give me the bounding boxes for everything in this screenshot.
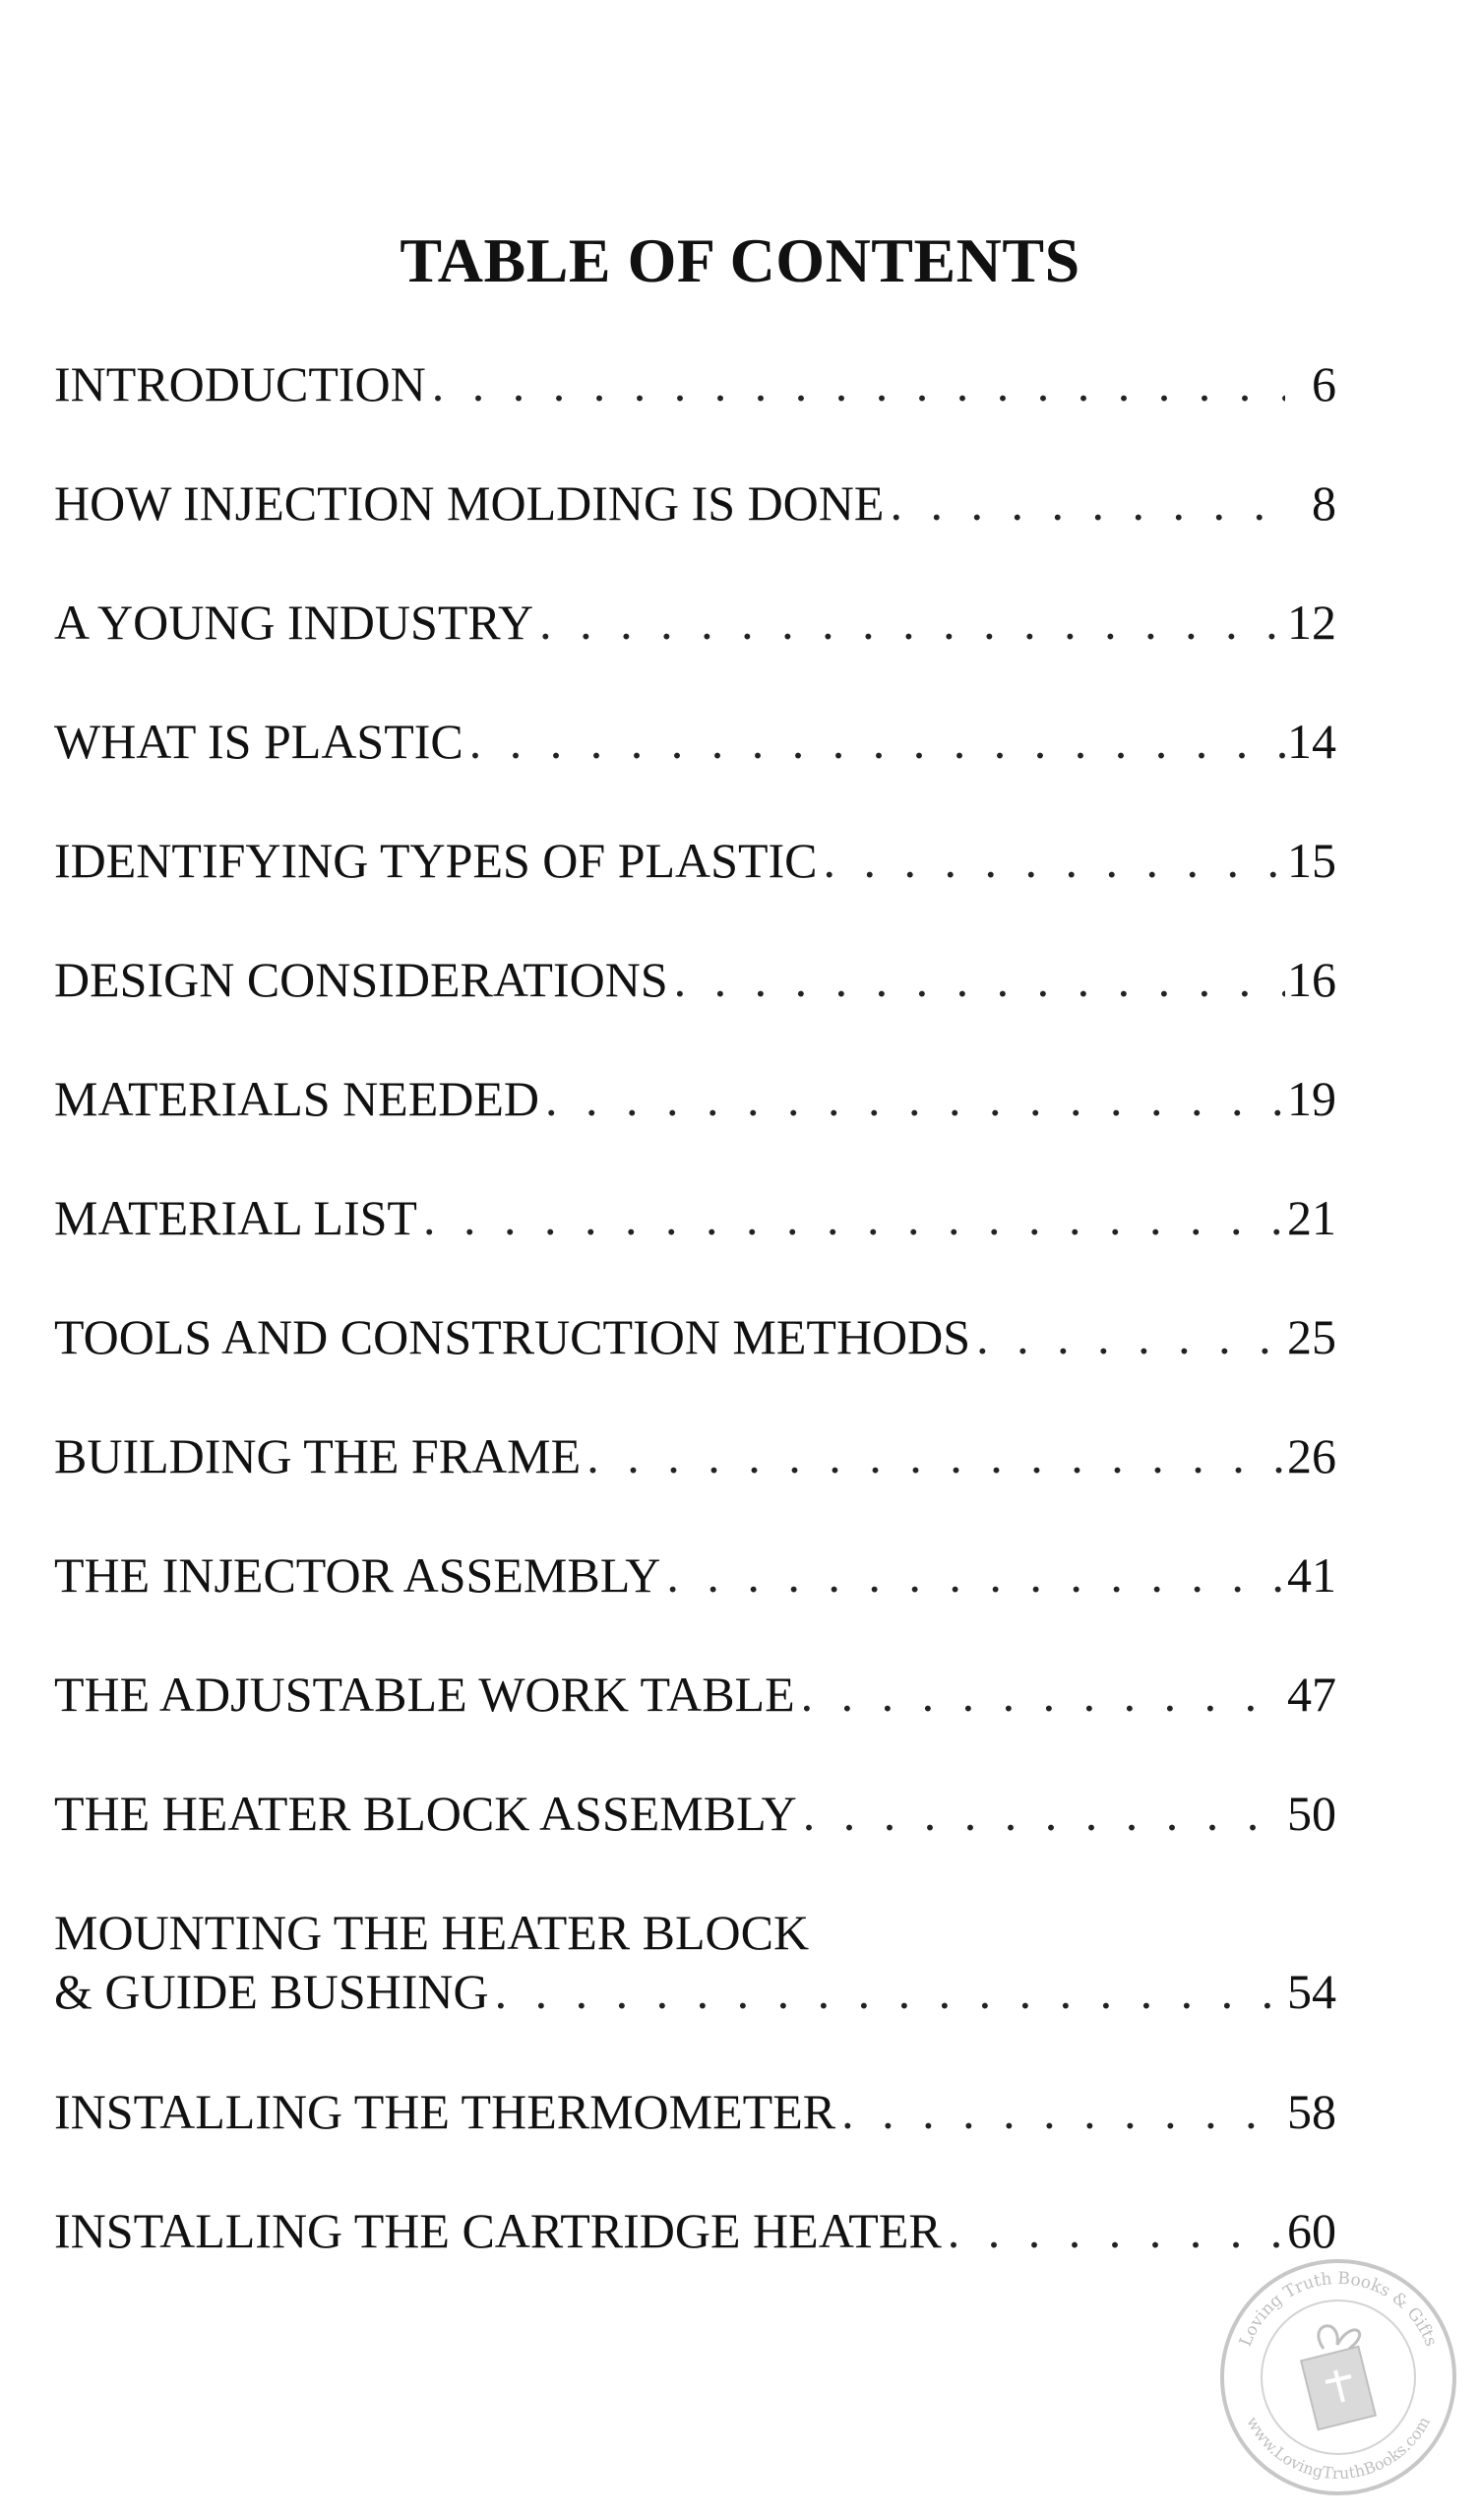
toc-entry-title: IDENTIFYING TYPES OF PLASTIC: [54, 833, 818, 888]
toc-entry-tools-construction: [54, 1307, 1336, 1426]
toc-entry-page: 26: [1287, 1428, 1336, 1483]
toc-entry-title-line1: MOUNTING THE HEATER BLOCK: [54, 1905, 810, 1960]
toc-entry-title: HOW INJECTION MOLDING IS DONE: [54, 475, 885, 531]
toc-entry-title-line2: & GUIDE BUSHING: [54, 1964, 489, 2019]
toc-entry-page: 6: [1312, 356, 1336, 411]
dot-leader: [660, 1545, 1285, 1605]
toc-entry-title: MATERIALS NEEDED: [54, 1071, 540, 1126]
dot-leader: [884, 473, 1285, 533]
toc-entry-young-industry: [54, 593, 1336, 712]
dot-leader: [417, 1188, 1285, 1247]
dot-leader: [818, 831, 1285, 890]
toc-entry-page: 19: [1287, 1071, 1336, 1126]
toc-entry-how-injection-molding: [54, 473, 1336, 593]
toc-entry-introduction: [54, 354, 1336, 473]
toc-entry-title: DESIGN CONSIDERATIONS: [54, 952, 668, 1007]
toc-entry-building-frame: [54, 1426, 1336, 1545]
toc-entry-page: 16: [1287, 952, 1336, 1007]
toc-entry-title: WHAT IS PLASTIC: [54, 714, 463, 769]
toc-entry-title: THE INJECTOR ASSEMBLY: [54, 1547, 661, 1603]
toc-entry-page: 47: [1287, 1667, 1336, 1722]
toc-entry-what-is-plastic: [54, 712, 1336, 831]
toc-entry-installing-thermometer: [54, 2082, 1336, 2201]
toc-entry-adjustable-work-table: [54, 1665, 1336, 1784]
dot-leader: [463, 712, 1285, 771]
toc-entry-title: THE ADJUSTABLE WORK TABLE: [54, 1667, 795, 1722]
toc-entry-title: BUILDING THE FRAME: [54, 1428, 582, 1483]
toc-entry-injector-assembly: [54, 1545, 1336, 1665]
toc-entry-page: 60: [1287, 2203, 1336, 2258]
toc-entry-page: 25: [1287, 1309, 1336, 1364]
toc-entry-heater-block-assembly: [54, 1784, 1336, 1903]
bible-gift-seal-icon: [1301, 2326, 1376, 2429]
toc-entry-title: INSTALLING THE THERMOMETER: [54, 2084, 836, 2139]
toc-entry-materials-needed: [54, 1069, 1336, 1188]
toc-entry-page: 14: [1287, 714, 1336, 769]
toc-entry-page: 12: [1287, 595, 1336, 650]
toc-entry-installing-cartridge-heater: [54, 2201, 1336, 2320]
toc-entry-page: 50: [1287, 1786, 1336, 1841]
toc-entry-title: A YOUNG INDUSTRY: [54, 595, 534, 650]
toc-entry-material-list: [54, 1188, 1336, 1307]
toc-entry-mounting-heater-block: [54, 1903, 1336, 2082]
toc-entry-title: MATERIAL LIST: [54, 1190, 417, 1245]
toc-entry-page: 54: [1287, 1964, 1336, 2019]
dot-leader: [797, 1784, 1285, 1843]
toc-entry-identifying-plastic: [54, 831, 1336, 950]
toc-entry-page: 8: [1312, 475, 1336, 531]
toc-entry-title: TOOLS AND CONSTRUCTION METHODS: [54, 1309, 971, 1364]
toc-entry-page: 41: [1287, 1547, 1336, 1603]
toc-entry-page: 21: [1287, 1190, 1336, 1245]
toc-entry-title: THE HEATER BLOCK ASSEMBLY: [54, 1786, 797, 1841]
toc-entry-title: INTRODUCTION: [54, 356, 426, 411]
dot-leader: [489, 1962, 1285, 2021]
dot-leader: [942, 2201, 1285, 2260]
toc-entry-title: INSTALLING THE CARTRIDGE HEATER: [54, 2203, 942, 2258]
dot-leader: [539, 1069, 1285, 1128]
toc-entry-page: 58: [1287, 2084, 1336, 2139]
page-title: TABLE OF CONTENTS: [400, 225, 1080, 295]
toc-entry-page: 15: [1287, 833, 1336, 888]
dot-leader: [581, 1426, 1285, 1485]
dot-leader: [668, 950, 1285, 1009]
watermark-seal: [1215, 2254, 1461, 2500]
toc-list: [54, 354, 1336, 2320]
dot-leader: [835, 2082, 1285, 2141]
watermark-text-top: Loving Truth Books & Gifts: [1235, 2268, 1442, 2350]
dot-leader: [970, 1307, 1285, 1366]
toc-entry-design-considerations: [54, 950, 1336, 1069]
dot-leader: [426, 354, 1285, 413]
watermark-text-bottom: www.LovingTruthBooks.com: [1243, 2413, 1434, 2484]
dot-leader: [533, 593, 1285, 652]
dot-leader: [795, 1665, 1285, 1724]
